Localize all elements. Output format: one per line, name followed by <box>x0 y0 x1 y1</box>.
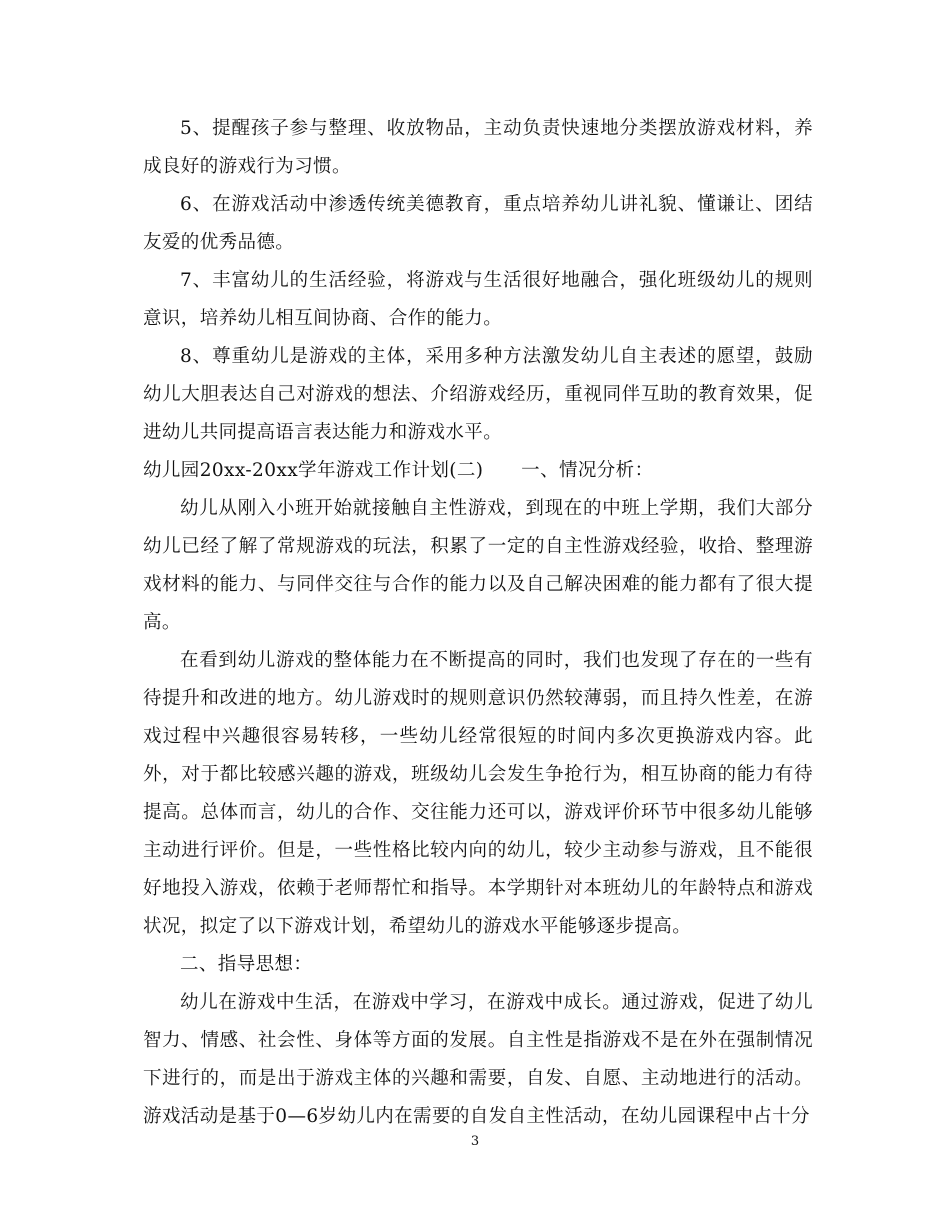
paragraph-item-8: 8、尊重幼儿是游戏的主体，采用多种方法激发幼儿自主表述的愿望，鼓励幼儿大胆表达自己对游戏的想法、介绍游戏经历，重视同伴互助的教育效果，促进幼儿共同提高语言表达能力和游戏水平。 <box>143 346 813 443</box>
guiding-paragraph-1: 幼儿在游戏中生活，在游戏中学习，在游戏中成长。通过游戏，促进了幼儿智力、情感、社会性、身体等方面的发展。自主性是指游戏不是在外在强制情况下进行的，而是出于游戏主体的兴趣和需要，自发、自愿、主动地进行的活动。游戏活动是基于0—6岁幼儿内在需要的自发自主性活动，在幼儿园课程中占十分 <box>143 992 813 1127</box>
analysis-paragraph-1: 幼儿从刚入小班开始就接触自主性游戏，到现在的中班上学期，我们大部分幼儿已经了解了常规游戏的玩法，积累了一定的自主性游戏经验，收拾、整理游戏材料的能力、与同伴交往与合作的能力以及自己解决困难的能力都有了很大提高。 <box>143 498 813 633</box>
page-number: 3 <box>470 1134 480 1149</box>
paragraph-item-7: 7、丰富幼儿的生活经验，将游戏与生活很好地融合，强化班级幼儿的规则意识，培养幼儿相互间协商、合作的能力。 <box>143 270 813 329</box>
document-body <box>143 110 813 1136</box>
analysis-paragraph-2: 在看到幼儿游戏的整体能力在不断提高的同时，我们也发现了存在的一些有待提升和改进的地方。幼儿游戏时的规则意识仍然较薄弱，而且持久性差，在游戏过程中兴趣很容易转移，一些幼儿经常很短的时间内多次更换游戏内容。此外，对于都比较感兴趣的游戏，班级幼儿会发生争抢行为，相互协商的能力有待提高。总体而言，幼儿的合作、交往能力还可以，游戏评价环节中很多幼儿能够主动进行评价。但是，一些性格比较内向的幼儿，较少主动参与游戏，且不能很好地投入游戏，依赖于老师帮忙和指导。本学期针对本班幼儿的年龄特点和游戏状况，拟定了以下游戏计划，希望幼儿的游戏水平能够逐步提高。 <box>143 650 813 937</box>
paragraph-item-6: 6、在游戏活动中渗透传统美德教育，重点培养幼儿讲礼貌、懂谦让、团结友爱的优秀品德。 <box>143 194 813 253</box>
heading-guiding-ideas: 二、指导思想： <box>180 954 313 975</box>
paragraph-item-5: 5、提醒孩子参与整理、收放物品，主动负责快速地分类摆放游戏材料，养成良好的游戏行为习惯。 <box>143 118 813 177</box>
section-title-plan-two: 幼儿园20xx-20xx学年游戏工作计划(二) 一、情况分析： <box>143 460 654 481</box>
